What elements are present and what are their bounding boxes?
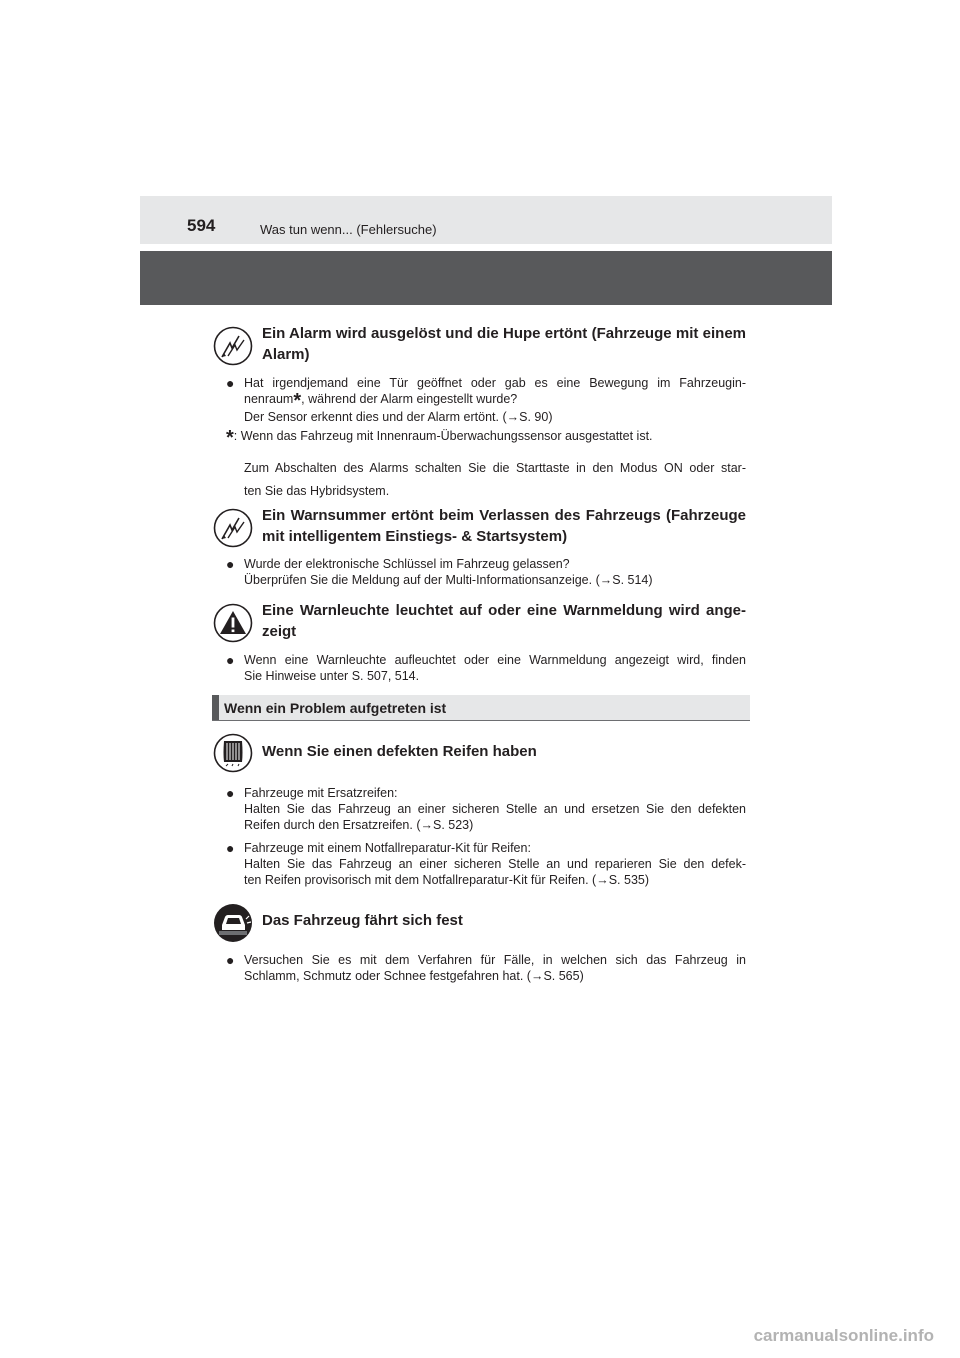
warning-wrench-icon xyxy=(213,508,253,548)
bullet-marker: ● xyxy=(226,375,235,391)
warning-triangle-icon xyxy=(213,603,253,643)
bullet-marker: ● xyxy=(226,952,235,968)
alarm-heading: Ein Alarm wird ausgelöst und die Hupe ertönt (Fahrzeuge mit einem Alarm) xyxy=(262,325,746,363)
warning-light-paragraph: Wenn eine Warnleuchte aufleuchtet oder eine Warnmeldung angezeigt wird, finden Sie Hinweise unter S. 507, 514. xyxy=(244,653,746,683)
buzzer-paragraph: Wurde der elektronische Schlüssel im Fahrzeug gelassen? Überprüfen Sie die Meldung auf der Multi-Informationsanzeige. (→S. 514) xyxy=(244,557,653,587)
stuck-paragraph: Versuchen Sie es mit dem Verfahren für Fälle, in welchen sich das Fahrzeug in Schlamm, Schmutz oder Schnee festgefahren hat. (→S. 565) xyxy=(244,953,746,983)
bullet-marker: ● xyxy=(226,652,235,668)
warning-wrench-icon xyxy=(213,326,253,366)
alarm-paragraph: Hat irgendjemand eine Tür geöffnet oder gab es eine Bewegung im Fahrzeugin- nenraum*, während der Alarm eingestellt wurde? Der Sensor erkennt dies und der Alarm ertönt. (→S. 90) xyxy=(244,376,746,424)
section-bar-accent xyxy=(212,695,219,720)
section-bar-label: Wenn ein Problem aufgetreten ist xyxy=(224,700,447,716)
alarm-note: Zum Abschalten des Alarms schalten Sie die Starttaste in den Modus ON oder star- ten Sie das Hybridsystem. xyxy=(244,461,746,498)
bullet-marker: ● xyxy=(226,840,235,856)
tire-heading: Wenn Sie einen defekten Reifen haben xyxy=(262,743,537,760)
buzzer-heading: Ein Warnsummer ertönt beim Verlassen des Fahrzeugs (Fahrzeuge mit intelligentem Einstiegs- & Startsystem) xyxy=(262,507,746,545)
problem-section-bar xyxy=(212,695,750,721)
header-band xyxy=(140,196,832,244)
footnote-star: * xyxy=(293,390,302,412)
stuck-heading: Das Fahrzeug fährt sich fest xyxy=(262,912,463,929)
flat-tire-icon xyxy=(213,733,253,773)
section-banner xyxy=(140,251,832,305)
chapter-title: Was tun wenn... (Fehlersuche) xyxy=(260,222,437,237)
bullet-marker: ● xyxy=(226,785,235,801)
tire-paragraph-kit: Fahrzeuge mit einem Notfallreparatur-Kit für Reifen: Halten Sie das Fahrzeug an einer sicheren Stelle an und reparieren Sie den defek- ten Reifen provisorisch mit dem Notfallreparatur-Kit für Reifen. (→S. 535) xyxy=(244,841,746,887)
tire-paragraph-spare: Fahrzeuge mit Ersatzreifen: Halten Sie das Fahrzeug an einer sicheren Stelle an und ersetzen Sie den defekten Reifen durch den Ersatzreifen. (→S. 523) xyxy=(244,786,746,832)
warning-light-heading: Eine Warnleuchte leuchtet auf oder eine Warnmeldung wird ange- zeigt xyxy=(262,602,746,640)
alarm-footnote: *: Wenn das Fahrzeug mit Innenraum-Überwachungssensor ausgestattet ist. xyxy=(226,427,653,449)
page-number: 594 xyxy=(187,216,216,235)
watermark[interactable]: carmanualsonline.info xyxy=(753,1326,934,1345)
stuck-car-icon xyxy=(213,903,253,943)
bullet-marker: ● xyxy=(226,556,235,572)
